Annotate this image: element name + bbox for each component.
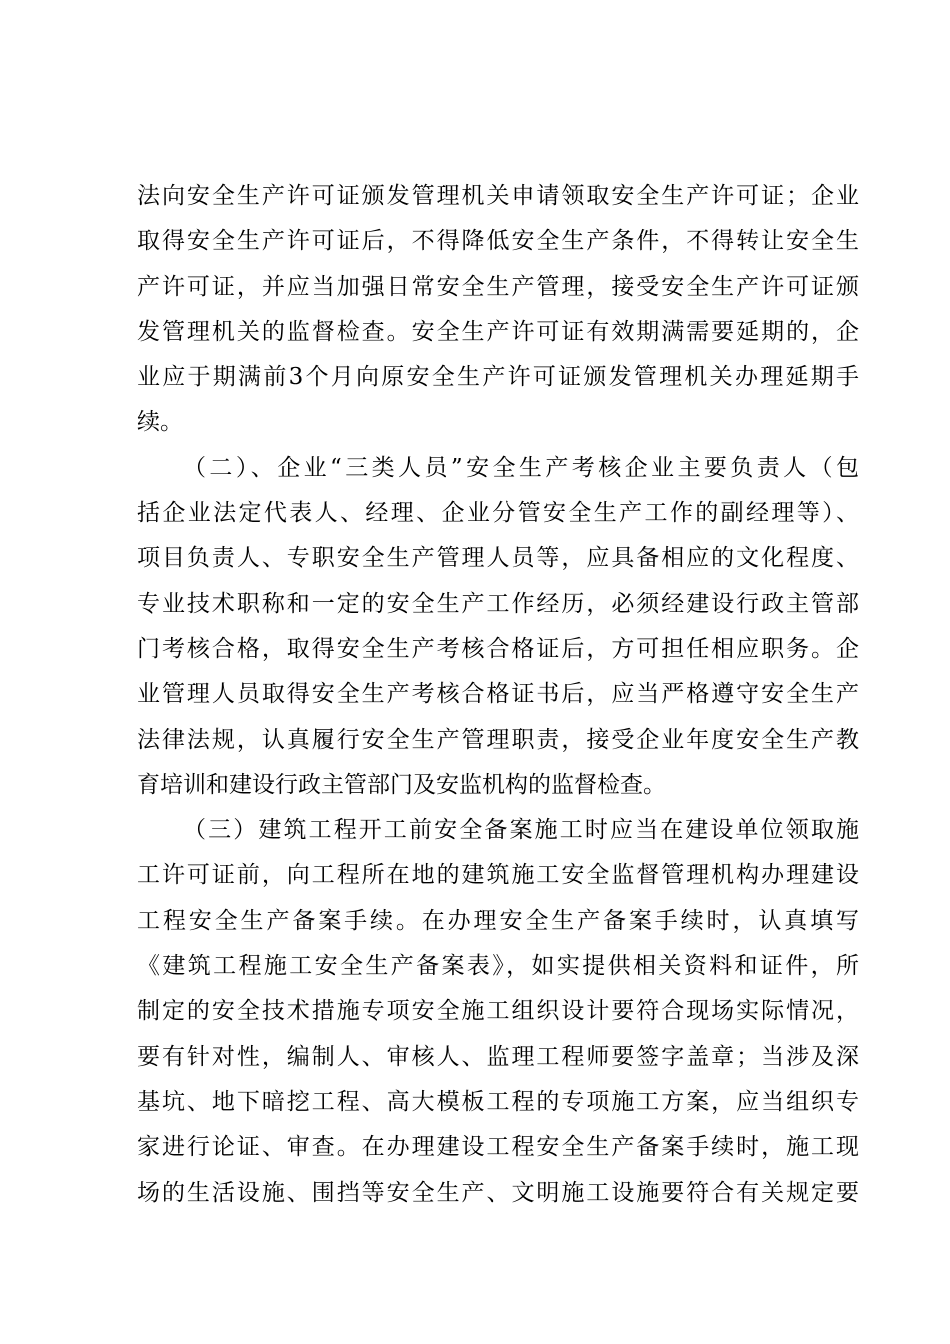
text-line: 基坑、地下暗挖工程、高大模板工程的专项施工方案，应当组织专 — [137, 1088, 859, 1115]
text-line: 《建筑工程施工安全生产备案表》，如实提供相关资料和证件，所 — [137, 953, 859, 980]
text-line: 门考核合格，取得安全生产考核合格证后，方可担任相应职务。企 — [137, 635, 859, 662]
document-body — [137, 174, 859, 1216]
text-line: 要有针对性，编制人、审核人、监理工程师要签字盖章；当涉及深 — [137, 1043, 859, 1070]
text-line: 发管理机关的监督检查。安全生产许可证有效期满需要延期的，企 — [137, 318, 859, 345]
text-line: 业应于期满前3个月向原安全生产许可证颁发管理机关办理延期手 — [137, 364, 859, 391]
text-line: 制定的安全技术措施专项安全施工组织设计要符合现场实际情况， — [137, 998, 859, 1025]
text-line: 专业技术职称和一定的安全生产工作经历，必须经建设行政主管部 — [137, 590, 859, 617]
text-line: 法律法规，认真履行安全生产管理职责，接受企业年度安全生产教 — [137, 726, 859, 753]
text-line: 家进行论证、审查。在办理建设工程安全生产备案手续时，施工现 — [137, 1134, 859, 1161]
text-line: 业管理人员取得安全生产考核合格证书后，应当严格遵守安全生产 — [137, 681, 859, 708]
paragraph-heading-line: （三）建筑工程开工前安全备案施工时应当在建设单位领取施 — [183, 817, 859, 844]
text-line: 括企业法定代表人、经理、企业分管安全生产工作的副经理等）、 — [137, 500, 859, 527]
text-line: 工程安全生产备案手续。在办理安全生产备案手续时，认真填写 — [137, 907, 859, 934]
text-line: 项目负责人、专职安全生产管理人员等，应具备相应的文化程度、 — [137, 545, 859, 572]
text-line: 育培训和建设行政主管部门及安监机构的监督检查。 — [137, 771, 666, 798]
text-line: 产许可证，并应当加强日常安全生产管理，接受安全生产许可证颁 — [137, 273, 859, 300]
text-line: 工许可证前，向工程所在地的建筑施工安全监督管理机构办理建设 — [137, 862, 859, 889]
paragraph-heading-line: （二）、企业“三类人员”安全生产考核企业主要负责人（包 — [183, 454, 859, 481]
text-line: 法向安全生产许可证颁发管理机关申请领取安全生产许可证；企业 — [137, 183, 859, 209]
text-line: 取得安全生产许可证后，不得降低安全生产条件，不得转让安全生 — [137, 228, 859, 255]
text-line: 续。 — [137, 409, 183, 436]
text-line: 场的生活设施、围挡等安全生产、文明施工设施要符合有关规定要 — [137, 1179, 859, 1206]
